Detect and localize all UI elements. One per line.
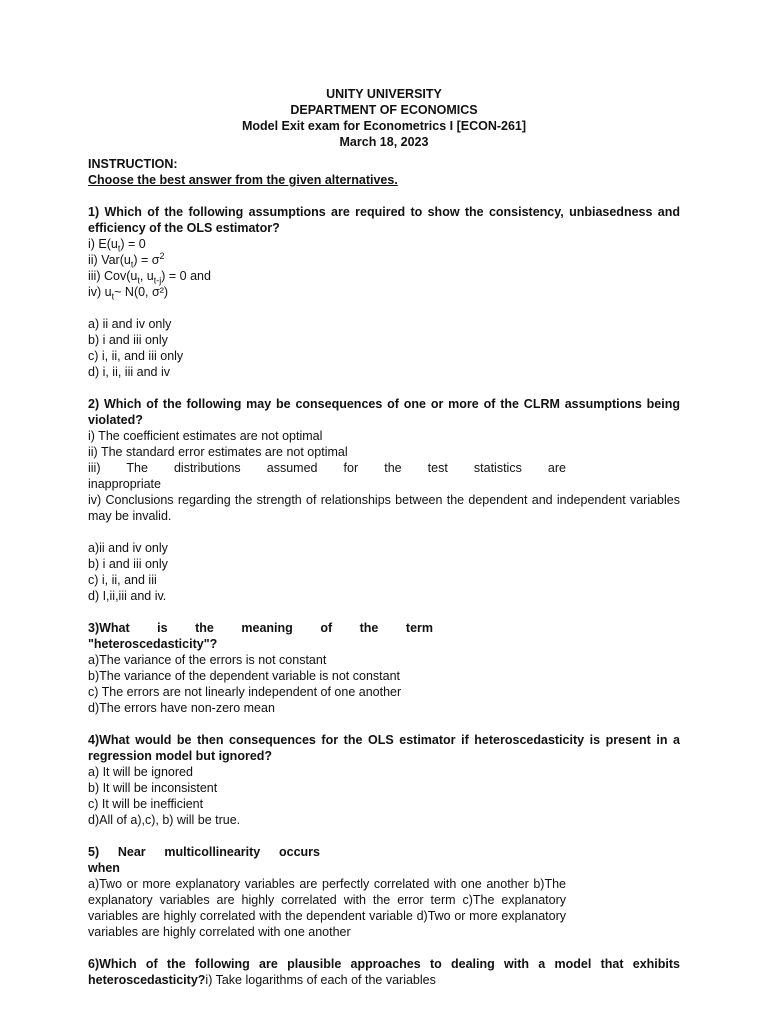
q1-statement-2: ii) $Var(u_t) = \sigma^2$ <box>88 250 165 270</box>
q3-option-d: d)The errors have non-zero mean <box>88 701 275 715</box>
department-name: DEPARTMENT OF ECONOMICS <box>290 103 478 117</box>
q4-option-d: d)All of a),c), b) will be true. <box>88 813 241 827</box>
question-3-text-line2: "heteroscedasticity"? <box>88 637 218 651</box>
exam-title: Model Exit exam for Econometrics I [ECON-261] <box>241 119 527 133</box>
q6-statement-1: i) Take logarithms of each of the variables <box>205 973 436 987</box>
q1-statement-4: iv) $u_t\sim$ N(0, σ²) <box>88 285 169 302</box>
question-5 <box>88 844 680 940</box>
q1-statement-3: iii) $Cov(u_t$, $u_{t-j}) = 0$ and <box>88 269 211 286</box>
university-name: UNITY UNIVERSITY <box>326 87 442 101</box>
exam-page <box>88 86 680 988</box>
q2-option-a: a)ii and iv only <box>88 541 168 555</box>
q2-statement-2: ii) The standard error estimates are not optimal <box>88 445 348 459</box>
question-4 <box>88 732 680 828</box>
instruction-label: INSTRUCTION: <box>88 157 178 171</box>
instruction-block <box>88 156 680 188</box>
question-6-text: 6)Which of the following are plausible approaches to dealing with a model that exhibits heteroscedasticity? <box>88 957 680 987</box>
q2-statement-4: iv) Conclusions regarding the strength of relationships between the dependent and independent variables may be invalid. <box>88 493 680 523</box>
q2-statement-1: i) The coefficient estimates are not optimal <box>88 429 323 443</box>
q4-option-c: c) It will be inefficient <box>88 797 204 811</box>
q5-options-paragraph: a)Two or more explanatory variables are perfectly correlated with one another b)The explanatory variables are highly correlated with the error term c)The explanatory variables are highly correlated with the dependent variable d)Two or more explanatory variables are highly correlated with one another <box>88 877 566 939</box>
question-1-text: 1) Which of the following assumptions are required to show the consistency, unbiasedness and efficiency of the OLS estimator? <box>88 205 680 235</box>
question-2 <box>88 396 680 604</box>
question-1 <box>88 204 680 380</box>
q3-option-c: c) The errors are not linearly independent of one another <box>88 685 402 699</box>
q2-statement-3-cont: inappropriate <box>88 477 161 491</box>
q1-option-d: d) i, ii, iii and iv <box>88 365 170 379</box>
instruction-text: Choose the best answer from the given alternatives. <box>88 173 398 187</box>
q1-option-b: b) i and iii only <box>88 333 168 347</box>
q3-option-a: a)The variance of the errors is not constant <box>88 653 327 667</box>
exam-date: March 18, 2023 <box>339 135 429 149</box>
q1-statement-1: i) $E(u_t) = 0$ <box>88 237 146 254</box>
q1-option-a: a) ii and iv only <box>88 317 172 331</box>
question-2-text: 2) Which of the following may be consequences of one or more of the CLRM assumptions being violated? <box>88 397 680 427</box>
question-4-text: 4)What would be then consequences for the OLS estimator if heteroscedasticity is present in a regression model but ignored? <box>88 733 680 763</box>
question-3 <box>88 620 680 716</box>
q3-option-b: b)The variance of the dependent variable is not constant <box>88 669 401 683</box>
question-6-block <box>88 956 680 988</box>
question-5-text-line2: when <box>88 861 120 875</box>
q4-option-b: b) It will be inconsistent <box>88 781 218 795</box>
question-6 <box>88 956 680 988</box>
q2-option-b: b) i and iii only <box>88 557 168 571</box>
question-5-text-line1: 5) Near multicollinearity occurs <box>88 845 320 859</box>
exam-header <box>88 86 680 150</box>
question-3-text-line1: 3)What is the meaning of the term <box>88 621 433 635</box>
q2-option-d: d) I,ii,iii and iv. <box>88 589 167 603</box>
q2-option-c: c) i, ii, and iii <box>88 573 157 587</box>
q1-option-c: c) i, ii, and iii only <box>88 349 184 363</box>
q4-option-a: a) It will be ignored <box>88 765 193 779</box>
q2-statement-3: iii) The distributions assumed for the test statistics are <box>88 461 566 475</box>
